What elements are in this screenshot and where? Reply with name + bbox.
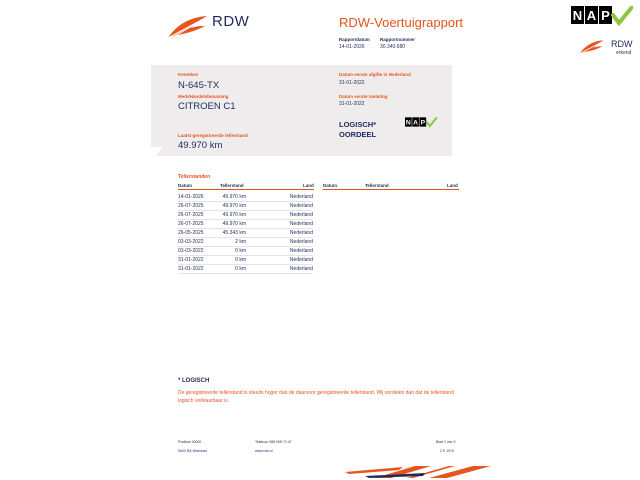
reading-km: 0 km: [235, 266, 246, 272]
col-land-header: Land: [303, 183, 314, 188]
panel-corner-cut: [151, 147, 165, 161]
reading-land: Nederland: [289, 266, 313, 272]
reading-km: 2 km: [235, 239, 246, 245]
nap-small-icon: [405, 117, 437, 128]
reading-land: Nederland: [289, 194, 313, 200]
reading-date: 03-03-2022: [178, 239, 204, 245]
brand-name: RDW: [212, 13, 250, 30]
header-rule-left: [178, 189, 314, 190]
footnote-text: De geregistreerde tellerstand is steeds hoger dan de daarvoor geregistreerde tellerstand. Wij oordelen dan dat de tellerstand logisch verklaarbaar is.: [178, 390, 454, 404]
reading-km: 49.970 km: [222, 203, 246, 209]
reading-land: Nederland: [289, 203, 313, 209]
nap-logo: [571, 6, 633, 26]
reading-km: 45.343 km: [222, 230, 246, 236]
reading-date: 31-01-2022: [178, 257, 204, 263]
first-admission-value: 31-01-2022: [339, 80, 365, 86]
reading-date: 26-07-2025: [178, 221, 204, 227]
nap-letter-a: A: [586, 8, 597, 23]
footer-address2: 9640 RA Veendam: [178, 449, 208, 453]
nap-check-icon: [571, 6, 633, 26]
report-number: 30.340.680: [380, 44, 406, 50]
report-date-label: Rapportdatum: [339, 37, 370, 42]
rdw-erkend-logo-icon: [577, 39, 607, 55]
col-date-header-2: Datum: [323, 183, 338, 188]
erkend-brand: RDW: [611, 39, 633, 49]
reading-land: Nederland: [289, 221, 313, 227]
brand-value: CITROEN C1: [178, 101, 236, 112]
nap-small-letter-a: A: [413, 119, 419, 127]
verdict-line1: LOGISCH*: [339, 120, 377, 129]
report-title: RDW-Voertuigrapport: [339, 15, 464, 30]
reading-date: 03-03-2022: [178, 248, 204, 254]
header-rule-right: [323, 189, 459, 190]
first-registration-value: 31-01-2022: [339, 101, 365, 107]
reading-km: 49.970 km: [222, 221, 246, 227]
reading-land: Nederland: [289, 248, 313, 254]
plate-label: Kenteken: [178, 72, 199, 77]
erkend-label: erkend: [616, 50, 632, 56]
col-land-header-2: Land: [447, 183, 458, 188]
odometer-value: 49.970 km: [178, 140, 223, 151]
reading-land: Nederland: [289, 212, 313, 218]
footer-web: www.rdw.nl: [255, 449, 273, 453]
rdw-logo-icon: [167, 14, 209, 40]
readings-title: Tellerstanden: [178, 174, 211, 180]
first-admission-label: Datum eerste afgifte in Nederland: [339, 72, 411, 77]
footnote-title: * LOGISCH: [178, 378, 210, 384]
footer-code: 2 E 1970: [440, 449, 455, 453]
reading-land: Nederland: [289, 239, 313, 245]
reading-date: 14-01-2026: [178, 194, 204, 200]
first-registration-label: Datum eerste toelating: [339, 94, 388, 99]
nap-letter-n: N: [572, 8, 583, 23]
verdict-line2: OORDEEL: [339, 130, 377, 139]
report-date: 14-01-2026: [339, 44, 365, 50]
col-km-header-2: Tellerstand: [365, 183, 389, 188]
brand-label: Merk/Handelsbenaming: [178, 94, 229, 99]
reading-date: 26-05-2025: [178, 230, 204, 236]
plate-value: N-645-TX: [178, 80, 220, 91]
odometer-label: Laatst geregistreerde tellerstand: [178, 133, 248, 138]
reading-date: 31-01-2022: [178, 266, 204, 272]
footer-address1: Postbus 30000: [178, 440, 202, 444]
reading-land: Nederland: [289, 230, 313, 236]
reading-date: 26-07-2025: [178, 212, 204, 218]
col-km-header: Tellerstand: [220, 183, 244, 188]
verdict: [339, 120, 376, 140]
reading-km: 49.970 km: [222, 194, 246, 200]
report-number-label: Rapportnummer: [380, 37, 416, 42]
footer-page: Blad 1 van 3: [436, 440, 456, 444]
footer-phone: Telefoon 088 008 74 47: [255, 440, 292, 444]
reading-km: 0 km: [235, 248, 246, 254]
col-date-header: Datum: [178, 183, 193, 188]
nap-small-letter-p: P: [420, 119, 426, 127]
reading-km: 0 km: [235, 257, 246, 263]
table-row: [178, 264, 313, 274]
nap-small-letter-n: N: [405, 119, 411, 127]
footer-stripes-icon: [345, 464, 491, 480]
reading-km: 49.970 km: [222, 212, 246, 218]
reading-land: Nederland: [289, 257, 313, 263]
reading-date: 26-07-2025: [178, 203, 204, 209]
nap-letter-p: P: [601, 8, 610, 23]
